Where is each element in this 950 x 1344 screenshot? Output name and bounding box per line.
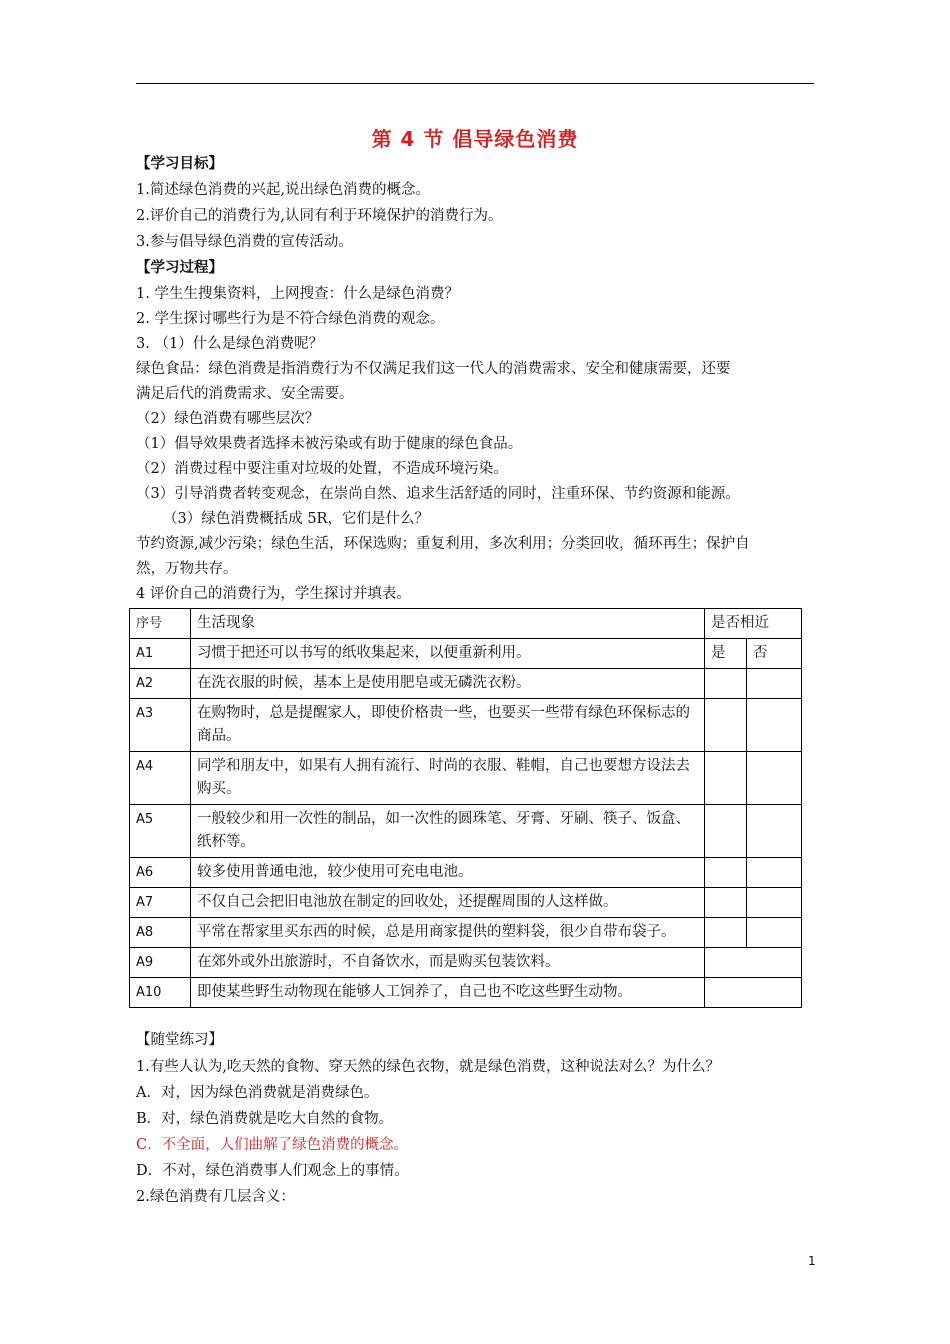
process-line: 节约资源,减少污染；绿色生活，环保选购；重复利用，多次利用；分类回收，循环再生；保护自	[136, 536, 750, 552]
table-row	[130, 948, 802, 978]
row-text: 较多使用普通电池，较少使用可充电电池。	[191, 858, 705, 888]
no-cell[interactable]	[747, 858, 802, 888]
row-text: 习惯于把还可以书写的纸收集起来，以便重新利用。	[191, 639, 705, 669]
no-cell[interactable]	[747, 805, 802, 858]
process-line: （2）消费过程中要注重对垃圾的处置，不造成环境污染。	[136, 461, 508, 477]
no-cell[interactable]	[747, 888, 802, 918]
yes-cell[interactable]	[705, 858, 747, 888]
row-text: 即使某些野生动物现在能够人工饲养了，自己也不吃这些野生动物。	[191, 978, 705, 1008]
table-row	[130, 918, 802, 948]
goal-item: 1.简述绿色消费的兴起,说出绿色消费的概念。	[136, 182, 430, 198]
row-id: A8	[130, 918, 191, 948]
yes-cell[interactable]	[705, 805, 747, 858]
row-text: 同学和朋友中，如果有人拥有流行、时尚的衣服、鞋帽，自己也要想方设法去购买。	[191, 752, 705, 805]
table-row	[130, 858, 802, 888]
option-b: B．对，绿色消费就是吃大自然的食物。	[136, 1111, 394, 1127]
goal-item: 2.评价自己的消费行为,认同有利于环境保护的消费行为。	[136, 208, 503, 224]
section-goals-heading: 【学习目标】	[136, 156, 223, 172]
header-item: 生活现象	[191, 609, 705, 639]
question-2: 2.绿色消费有几层含义：	[136, 1189, 295, 1205]
question-1: 1.有些人认为,吃天然的食物、穿天然的绿色衣物，就是绿色消费，这种说法对么？为什么？	[136, 1059, 720, 1075]
no-cell[interactable]	[747, 699, 802, 752]
row-id: A2	[130, 669, 191, 699]
row-text: 在购物时，总是提醒家人，即使价格贵一些，也要买一些带有绿色环保标志的商品。	[191, 699, 705, 752]
yes-cell[interactable]	[705, 888, 747, 918]
process-line: 1. 学生生搜集资料，上网搜查：什么是绿色消费？	[136, 286, 459, 302]
row-text: 一般较少和用一次性的制品，如一次性的圆珠笔、牙膏、牙刷、筷子、饭盒、纸杯等。	[191, 805, 705, 858]
no-cell[interactable]	[747, 669, 802, 699]
table-row	[130, 888, 802, 918]
table-row	[130, 669, 802, 699]
process-line: 满足后代的消费需求、安全需要。	[136, 386, 354, 402]
row-text: 平常在帮家里买东西的时候，总是用商家提供的塑料袋，很少自带布袋子。	[191, 918, 705, 948]
row-id: A7	[130, 888, 191, 918]
section-process-heading: 【学习过程】	[136, 260, 223, 276]
row-id: A10	[130, 978, 191, 1008]
no-cell[interactable]: 否	[747, 639, 802, 669]
process-line: 然，万物共存。	[136, 561, 238, 577]
process-line: 绿色食品：绿色消费是指消费行为不仅满足我们这一代人的消费需求、安全和健康需要，还要	[136, 361, 731, 377]
option-c-answer: C．不全面，人们曲解了绿色消费的概念。	[136, 1137, 409, 1153]
row-id: A6	[130, 858, 191, 888]
table-row	[130, 699, 802, 752]
page-number: 1	[808, 1254, 816, 1268]
process-line: 2. 学生探讨哪些行为是不符合绿色消费的观念。	[136, 311, 445, 327]
option-d: D．不对，绿色消费事人们观念上的事情。	[136, 1163, 409, 1179]
section-practice-heading: 【随堂练习】	[136, 1032, 223, 1048]
no-cell[interactable]	[747, 918, 802, 948]
row-id: A1	[130, 639, 191, 669]
table-row	[130, 639, 802, 669]
row-id: A4	[130, 752, 191, 805]
yes-cell[interactable]	[705, 918, 747, 948]
header-number: 序号	[130, 609, 191, 639]
yes-cell[interactable]	[705, 699, 747, 752]
row-id: A9	[130, 948, 191, 978]
yes-cell[interactable]	[705, 752, 747, 805]
header-rule	[136, 83, 814, 84]
row-text: 在洗衣服的时候，基本上是使用肥皂或无磷洗衣粉。	[191, 669, 705, 699]
table-row	[130, 978, 802, 1008]
match-cell[interactable]	[705, 948, 802, 978]
process-line: （1）倡导效果费者选择未被污染或有助于健康的绿色食品。	[136, 436, 523, 452]
no-cell[interactable]	[747, 752, 802, 805]
row-id: A3	[130, 699, 191, 752]
option-a: A．对，因为绿色消费就是消费绿色。	[136, 1085, 379, 1101]
process-line: 4 评价自己的消费行为，学生探讨并填表。	[136, 586, 411, 602]
table-row	[130, 752, 802, 805]
consumption-survey-table	[129, 608, 802, 1008]
process-line: （3）绿色消费概括成 5R，它们是什么？	[163, 511, 429, 527]
yes-cell[interactable]: 是	[705, 639, 747, 669]
yes-cell[interactable]	[705, 669, 747, 699]
table-row	[130, 805, 802, 858]
process-line: （2）绿色消费有哪些层次？	[136, 411, 320, 427]
row-text: 在郊外或外出旅游时，不自备饮水，而是购买包装饮料。	[191, 948, 705, 978]
goal-item: 3.参与倡导绿色消费的宣传活动。	[136, 234, 353, 250]
page-title: 第 4 节 倡导绿色消费	[371, 127, 579, 151]
match-cell[interactable]	[705, 978, 802, 1008]
row-text: 不仅自己会把旧电池放在制定的回收处，还提醒周围的人这样做。	[191, 888, 705, 918]
header-match: 是否相近	[705, 609, 802, 639]
process-line: （3）引导消费者转变观念，在崇尚自然、追求生活舒适的同时，注重环保、节约资源和能源。	[136, 486, 740, 502]
process-line: 3. （1）什么是绿色消费呢？	[136, 336, 324, 352]
table-header-row	[130, 609, 802, 639]
row-id: A5	[130, 805, 191, 858]
